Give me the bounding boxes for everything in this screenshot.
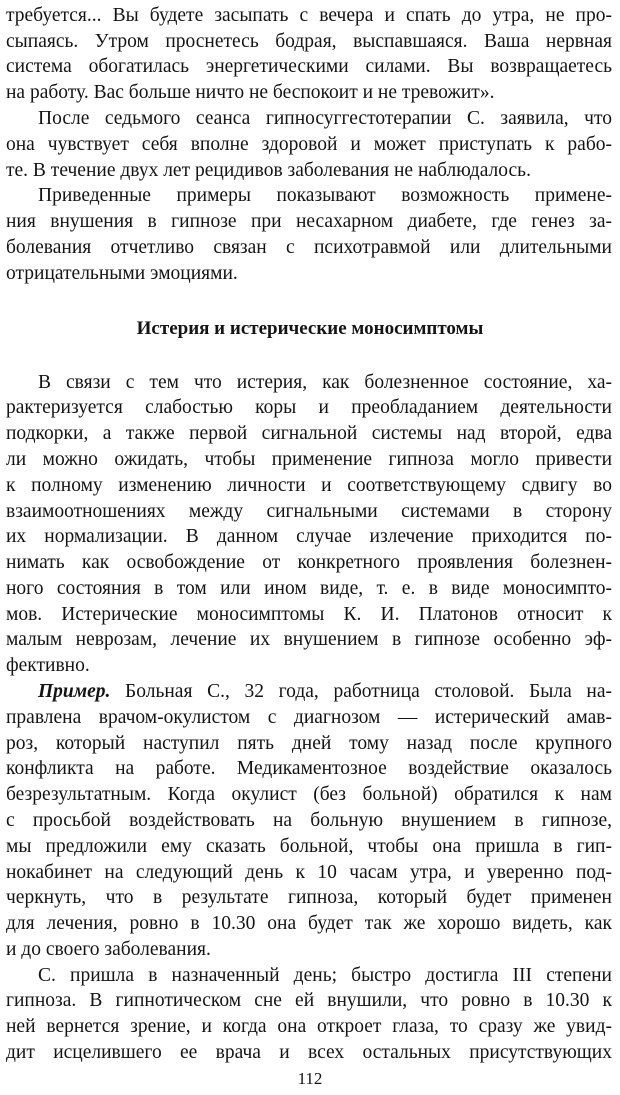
text-line: отрицательными эмоциями.	[6, 262, 238, 284]
text-line: правлена врачом-окулистом с диагнозом — истерический амав-	[6, 706, 612, 728]
text-line: рактеризуется слабостью коры и преобладанием деятельности	[6, 397, 612, 419]
text-line: и до своего заболевания.	[6, 938, 211, 960]
text-line: взаимоотношениях между сигнальными системами в сторону	[6, 500, 612, 522]
text-line: черкнуть, что в результате гипноза, который будет применен	[6, 887, 612, 909]
page-number: 112	[297, 1069, 323, 1088]
example-first-line-rest: Больная С., 32 года, работница столовой. Была на-	[110, 681, 612, 702]
text-line: роз, который наступил пять дней тому назад после крупного	[6, 732, 612, 754]
text-line: В связи с тем что истерия, как болезненное состояние, ха-	[38, 371, 612, 393]
section-heading: Истерия и истерические моносимптомы	[136, 318, 484, 340]
text-line: с просьбой воздействовать на больную внушением в гипнозе,	[6, 809, 612, 831]
text-line: к полному изменению личности и соответствующему сдвигу во	[6, 474, 612, 496]
example-lead: Пример.	[38, 681, 111, 702]
example-first-line	[38, 680, 612, 704]
text-line: их нормализации. В данном случае излечение приходится по-	[6, 526, 612, 548]
text-line: безрезультатным. Когда окулист (без больной) обратился к нам	[6, 784, 612, 806]
text-line: те. В течение двух лет рецидивов заболевания не наблюдалось.	[6, 159, 531, 181]
text-line: ли можно ожидать, чтобы применение гипноза могло привести	[6, 448, 612, 470]
text-line: сыпаясь. Утром проснетесь бодрая, выспавшаяся. Ваша нервная	[6, 30, 612, 52]
text-line: дит исцелившего ее врача и всех остальных присутствующих	[6, 1042, 612, 1063]
text-line: мы предложили ему сказать больной, чтобы она пришла в гип-	[6, 835, 612, 857]
text-line: Приведенные примеры показывают возможность применe-	[38, 185, 612, 207]
text-line: конфликта на работе. Медикаментозное воздействие оказалось	[6, 758, 612, 780]
text-line: нокабинет на следующий день к 10 часам утра, и уверенно под-	[6, 861, 612, 883]
text-line: малым неврозам, лечение их внушением в гипнозе особенно эф-	[6, 629, 612, 651]
text-line: болевания отчетливо связан с психотравмой или длительными	[6, 236, 612, 258]
text-line: гипноза. В гипнотическом сне ей внушили, что ровно в 10.30 к	[6, 990, 612, 1012]
text-line: подкорки, а также первой сигнальной системы над второй, едва	[6, 423, 612, 445]
text-line: система обогатилась энергетическими силами. Вы возвращаетесь	[6, 56, 612, 78]
text-line: для лечения, ровно в 10.30 она будет так же хорошо видеть, как	[6, 913, 612, 934]
text-line: С. пришла в назначенный день; быстро достигла III степени	[38, 964, 612, 986]
text-line: мов. Истерические моносимптомы К. И. Платонов относит к	[6, 603, 612, 625]
text-line: После седьмого сеанса гипносуггестотерапии С. заявила, что	[38, 108, 612, 129]
text-line: ней вернется зрение, и когда она откроет глаза, то сразу же увид-	[6, 1016, 612, 1038]
text-line: ного состояния в том или ином виде, т. е. в виде моносимпто-	[6, 577, 612, 599]
text-line: на работу. Вас больше ничто не беспокоит и не тревожит».	[6, 82, 495, 104]
text-line: требуется... Вы будете засыпать с вечера и спать до утра, не про-	[6, 4, 612, 26]
text-line: она чувствует себя вполне здоровой и может приступать к рабо-	[6, 133, 612, 155]
text-line: ния внушения в гипнозе при несахарном диабете, где генез за-	[6, 211, 612, 233]
text-line: фективно.	[6, 655, 90, 677]
text-line: нимать как освобождение от конкретного проявления болезнен-	[6, 552, 612, 573]
